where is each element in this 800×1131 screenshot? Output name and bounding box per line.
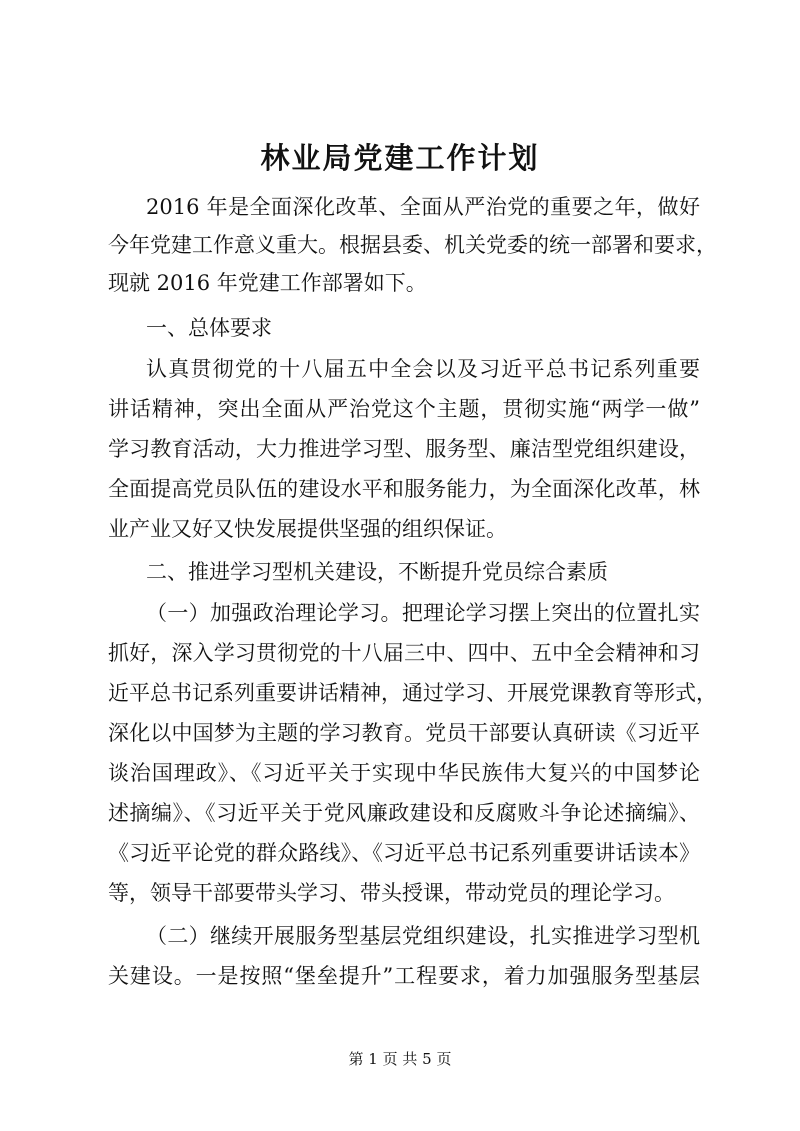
paragraph-line: （一）加强政治理论学习。把理论学习摆上突出的位置扎实 xyxy=(146,601,700,625)
paragraph-line: 现就 2016 年党建工作部署如下。 xyxy=(108,271,427,295)
page-number-footer: 第 1 页 共 5 页 xyxy=(348,1050,452,1068)
paragraph-line: 等，领导干部要带头学习、带头授课，带动党员的理论学习。 xyxy=(108,881,675,905)
document-title: 林业局党建工作计划 xyxy=(260,141,540,175)
paragraph-line: 2016 年是全面深化改革、全面从严治党的重要之年，做好 xyxy=(146,195,700,219)
paragraph-line: 关建设。一是按照“堡垒提升”工程要求，着力加强服务型基层 xyxy=(108,964,700,988)
paragraph-line: 讲话精神，突出全面从严治党这个主题，贯彻实施“两学一做” xyxy=(108,397,700,421)
paragraph-line: 业产业又好又快发展提供坚强的组织保证。 xyxy=(108,517,507,541)
paragraph-line: 近平总书记系列重要讲话精神，通过学习、开展党课教育等形式， xyxy=(108,681,717,705)
paragraph-line: 全面提高党员队伍的建设水平和服务能力，为全面深化改革，林 xyxy=(108,477,700,501)
paragraph-line: （二）继续开展服务型基层党组织建设，扎实推进学习型机 xyxy=(146,924,700,948)
paragraph-line: 认真贯彻党的十八届五中全会以及习近平总书记系列重要 xyxy=(146,357,700,381)
paragraph-line: 深化以中国梦为主题的学习教育。党员干部要认真研读《习近平 xyxy=(108,721,700,745)
section-heading: 二、推进学习型机关建设，不断提升党员综合素质 xyxy=(146,560,608,584)
section-heading: 一、总体要求 xyxy=(146,316,272,340)
paragraph-line: 谈治国理政》、《习近平关于实现中华民族伟大复兴的中国梦论 xyxy=(108,761,700,785)
paragraph-line: 学习教育活动，大力推进学习型、服务型、廉洁型党组织建设， xyxy=(108,437,700,461)
paragraph-line: 《习近平论党的群众路线》、《习近平总书记系列重要讲话读本》 xyxy=(108,841,700,865)
paragraph-line: 今年党建工作意义重大。根据县委、机关党委的统一部署和要求， xyxy=(108,233,717,257)
paragraph-line: 抓好，深入学习贯彻党的十八届三中、四中、五中全会精神和习 xyxy=(108,641,700,665)
paragraph-line: 述摘编》、《习近平关于党风廉政建设和反腐败斗争论述摘编》、 xyxy=(108,801,700,825)
